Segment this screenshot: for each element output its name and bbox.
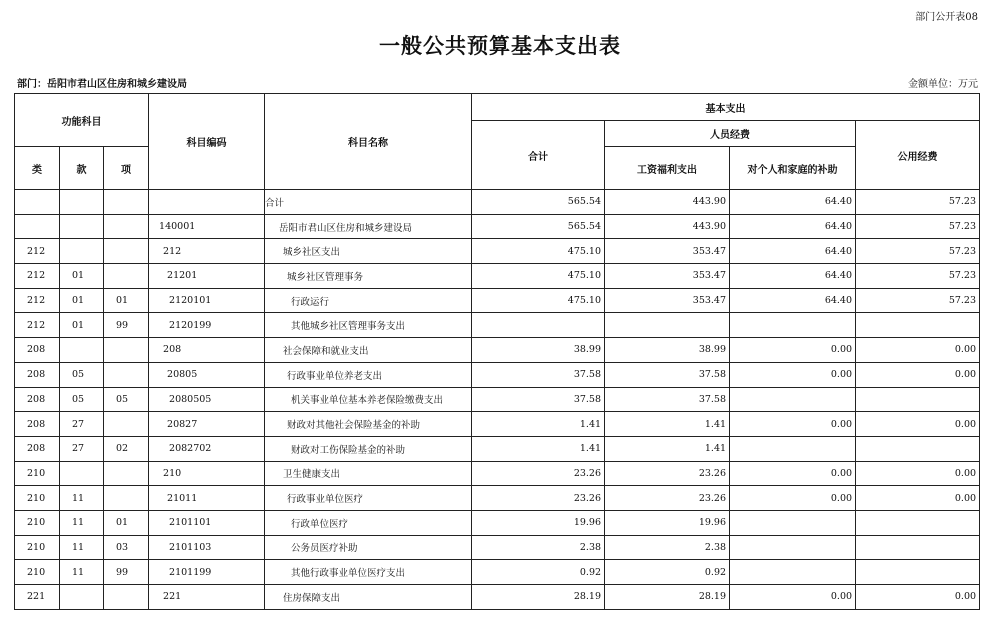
cell-kuan: 11 bbox=[60, 510, 104, 535]
cell-salary: 37.58 bbox=[605, 362, 730, 387]
cell-xiang: 05 bbox=[104, 387, 149, 412]
cell-salary: 353.47 bbox=[605, 264, 730, 289]
cell-code: 210 bbox=[149, 461, 265, 486]
cell-xiang bbox=[104, 239, 149, 264]
cell-salary: 23.26 bbox=[605, 461, 730, 486]
header-personnel: 人员经费 bbox=[605, 121, 856, 147]
cell-public bbox=[856, 510, 980, 535]
cell-salary: 2.38 bbox=[605, 535, 730, 560]
cell-kuan: 11 bbox=[60, 535, 104, 560]
cell-kuan: 11 bbox=[60, 560, 104, 585]
cell-salary: 28.19 bbox=[605, 585, 730, 610]
cell-public bbox=[856, 535, 980, 560]
cell-total: 23.26 bbox=[472, 486, 605, 511]
cell-public: 57.23 bbox=[856, 190, 980, 215]
cell-name: 其他城乡社区管理事务支出 bbox=[265, 313, 472, 338]
cell-total bbox=[472, 313, 605, 338]
cell-name: 机关事业单位基本养老保险缴费支出 bbox=[265, 387, 472, 412]
header-name: 科目名称 bbox=[265, 94, 472, 190]
cell-lei: 208 bbox=[15, 338, 60, 363]
table-row bbox=[15, 387, 980, 412]
cell-code: 140001 bbox=[149, 214, 265, 239]
cell-kuan: 01 bbox=[60, 313, 104, 338]
cell-subsidy: 0.00 bbox=[730, 412, 856, 437]
cell-kuan: 11 bbox=[60, 486, 104, 511]
cell-total: 2.38 bbox=[472, 535, 605, 560]
cell-subsidy: 64.40 bbox=[730, 190, 856, 215]
cell-subsidy bbox=[730, 387, 856, 412]
cell-xiang bbox=[104, 585, 149, 610]
table-row bbox=[15, 264, 980, 289]
cell-xiang bbox=[104, 461, 149, 486]
cell-name: 公务员医疗补助 bbox=[265, 535, 472, 560]
cell-name: 财政对工伤保险基金的补助 bbox=[265, 436, 472, 461]
cell-kuan: 27 bbox=[60, 412, 104, 437]
table-row bbox=[15, 214, 980, 239]
cell-total: 475.10 bbox=[472, 288, 605, 313]
cell-public: 57.23 bbox=[856, 288, 980, 313]
cell-public bbox=[856, 436, 980, 461]
cell-kuan bbox=[60, 190, 104, 215]
table-row bbox=[15, 436, 980, 461]
header-xiang: 项 bbox=[104, 147, 149, 190]
table-number-label: 部门公开表08 bbox=[915, 12, 978, 23]
header-lei: 类 bbox=[15, 147, 60, 190]
cell-public: 57.23 bbox=[856, 264, 980, 289]
cell-total: 23.26 bbox=[472, 461, 605, 486]
cell-code: 2101103 bbox=[149, 535, 265, 560]
header-func-subject: 功能科目 bbox=[15, 94, 149, 147]
cell-code: 208 bbox=[149, 338, 265, 363]
cell-subsidy: 64.40 bbox=[730, 264, 856, 289]
cell-kuan: 27 bbox=[60, 436, 104, 461]
cell-public bbox=[856, 387, 980, 412]
table-row bbox=[15, 313, 980, 338]
cell-kuan: 05 bbox=[60, 362, 104, 387]
header-public: 公用经费 bbox=[856, 121, 980, 190]
cell-lei: 210 bbox=[15, 535, 60, 560]
cell-lei: 210 bbox=[15, 486, 60, 511]
cell-total: 565.54 bbox=[472, 190, 605, 215]
cell-total: 565.54 bbox=[472, 214, 605, 239]
cell-lei: 221 bbox=[15, 585, 60, 610]
budget-table bbox=[14, 93, 980, 610]
cell-lei: 210 bbox=[15, 560, 60, 585]
cell-code: 2120199 bbox=[149, 313, 265, 338]
table-row bbox=[15, 560, 980, 585]
cell-subsidy: 0.00 bbox=[730, 362, 856, 387]
cell-name: 行政单位医疗 bbox=[265, 510, 472, 535]
cell-code: 2120101 bbox=[149, 288, 265, 313]
cell-public bbox=[856, 313, 980, 338]
cell-lei: 212 bbox=[15, 288, 60, 313]
cell-code: 2080505 bbox=[149, 387, 265, 412]
cell-subsidy bbox=[730, 535, 856, 560]
unit-label: 金额单位：万元 bbox=[908, 79, 978, 90]
cell-code: 2101101 bbox=[149, 510, 265, 535]
cell-lei: 210 bbox=[15, 510, 60, 535]
cell-name: 行政运行 bbox=[265, 288, 472, 313]
cell-kuan: 05 bbox=[60, 387, 104, 412]
cell-total: 19.96 bbox=[472, 510, 605, 535]
cell-xiang: 01 bbox=[104, 288, 149, 313]
cell-code: 21201 bbox=[149, 264, 265, 289]
cell-salary: 37.58 bbox=[605, 387, 730, 412]
cell-lei: 208 bbox=[15, 387, 60, 412]
cell-public: 0.00 bbox=[856, 412, 980, 437]
cell-salary: 353.47 bbox=[605, 239, 730, 264]
cell-public bbox=[856, 560, 980, 585]
cell-subsidy bbox=[730, 510, 856, 535]
cell-code: 2101199 bbox=[149, 560, 265, 585]
table-row bbox=[15, 239, 980, 264]
cell-xiang bbox=[104, 190, 149, 215]
cell-xiang bbox=[104, 214, 149, 239]
cell-kuan: 01 bbox=[60, 288, 104, 313]
cell-public: 57.23 bbox=[856, 239, 980, 264]
cell-total: 28.19 bbox=[472, 585, 605, 610]
cell-code: 221 bbox=[149, 585, 265, 610]
cell-public: 0.00 bbox=[856, 338, 980, 363]
cell-subsidy: 64.40 bbox=[730, 288, 856, 313]
cell-xiang bbox=[104, 412, 149, 437]
cell-subsidy: 64.40 bbox=[730, 214, 856, 239]
table-row bbox=[15, 288, 980, 313]
cell-salary: 19.96 bbox=[605, 510, 730, 535]
cell-lei bbox=[15, 190, 60, 215]
cell-total: 0.92 bbox=[472, 560, 605, 585]
cell-subsidy bbox=[730, 313, 856, 338]
cell-kuan bbox=[60, 214, 104, 239]
cell-kuan bbox=[60, 461, 104, 486]
cell-lei: 208 bbox=[15, 412, 60, 437]
header-total: 合计 bbox=[472, 121, 605, 190]
cell-code: 20827 bbox=[149, 412, 265, 437]
table-row bbox=[15, 535, 980, 560]
cell-total: 475.10 bbox=[472, 264, 605, 289]
cell-subsidy bbox=[730, 436, 856, 461]
cell-salary: 38.99 bbox=[605, 338, 730, 363]
header-code: 科目编码 bbox=[149, 94, 265, 190]
cell-salary: 0.92 bbox=[605, 560, 730, 585]
cell-subsidy: 0.00 bbox=[730, 461, 856, 486]
cell-name: 住房保障支出 bbox=[265, 585, 472, 610]
table-row bbox=[15, 585, 980, 610]
table-row bbox=[15, 486, 980, 511]
cell-salary: 1.41 bbox=[605, 436, 730, 461]
cell-code: 212 bbox=[149, 239, 265, 264]
table-row bbox=[15, 338, 980, 363]
cell-xiang: 99 bbox=[104, 313, 149, 338]
cell-subsidy: 0.00 bbox=[730, 486, 856, 511]
header-kuan: 款 bbox=[60, 147, 104, 190]
cell-code: 20805 bbox=[149, 362, 265, 387]
cell-public: 57.23 bbox=[856, 214, 980, 239]
cell-kuan bbox=[60, 338, 104, 363]
cell-lei: 212 bbox=[15, 239, 60, 264]
cell-subsidy bbox=[730, 560, 856, 585]
cell-kuan bbox=[60, 239, 104, 264]
cell-total: 38.99 bbox=[472, 338, 605, 363]
table-row bbox=[15, 510, 980, 535]
cell-xiang bbox=[104, 264, 149, 289]
cell-name: 社会保障和就业支出 bbox=[265, 338, 472, 363]
header-subsidy: 对个人和家庭的补助 bbox=[730, 147, 856, 190]
cell-lei: 210 bbox=[15, 461, 60, 486]
cell-lei: 208 bbox=[15, 436, 60, 461]
table-row bbox=[15, 412, 980, 437]
cell-xiang bbox=[104, 362, 149, 387]
cell-kuan bbox=[60, 585, 104, 610]
cell-total: 37.58 bbox=[472, 387, 605, 412]
cell-xiang bbox=[104, 338, 149, 363]
cell-salary: 23.26 bbox=[605, 486, 730, 511]
cell-lei bbox=[15, 214, 60, 239]
cell-name: 行政事业单位医疗 bbox=[265, 486, 472, 511]
cell-lei: 208 bbox=[15, 362, 60, 387]
cell-name: 卫生健康支出 bbox=[265, 461, 472, 486]
cell-lei: 212 bbox=[15, 264, 60, 289]
cell-name: 其他行政事业单位医疗支出 bbox=[265, 560, 472, 585]
cell-kuan: 01 bbox=[60, 264, 104, 289]
cell-total: 37.58 bbox=[472, 362, 605, 387]
cell-salary: 353.47 bbox=[605, 288, 730, 313]
cell-public: 0.00 bbox=[856, 486, 980, 511]
cell-public: 0.00 bbox=[856, 585, 980, 610]
cell-subsidy: 0.00 bbox=[730, 338, 856, 363]
cell-name: 行政事业单位养老支出 bbox=[265, 362, 472, 387]
page-title: 一般公共预算基本支出表 bbox=[379, 34, 621, 58]
cell-subsidy: 64.40 bbox=[730, 239, 856, 264]
cell-xiang: 02 bbox=[104, 436, 149, 461]
cell-xiang bbox=[104, 486, 149, 511]
cell-lei: 212 bbox=[15, 313, 60, 338]
cell-xiang: 99 bbox=[104, 560, 149, 585]
cell-xiang: 03 bbox=[104, 535, 149, 560]
cell-code bbox=[149, 190, 265, 215]
cell-subsidy: 0.00 bbox=[730, 585, 856, 610]
table-row bbox=[15, 362, 980, 387]
cell-salary: 443.90 bbox=[605, 190, 730, 215]
cell-name: 岳阳市君山区住房和城乡建设局 bbox=[265, 214, 472, 239]
cell-total: 1.41 bbox=[472, 436, 605, 461]
table-row bbox=[15, 461, 980, 486]
cell-salary: 1.41 bbox=[605, 412, 730, 437]
header-basic: 基本支出 bbox=[472, 94, 980, 121]
cell-public: 0.00 bbox=[856, 362, 980, 387]
header-salary: 工资福利支出 bbox=[605, 147, 730, 190]
cell-salary bbox=[605, 313, 730, 338]
cell-total: 475.10 bbox=[472, 239, 605, 264]
cell-name: 城乡社区管理事务 bbox=[265, 264, 472, 289]
department-label: 部门：岳阳市君山区住房和城乡建设局 bbox=[17, 79, 187, 90]
cell-name: 合计 bbox=[265, 190, 472, 215]
cell-name: 财政对其他社会保险基金的补助 bbox=[265, 412, 472, 437]
cell-total: 1.41 bbox=[472, 412, 605, 437]
cell-public: 0.00 bbox=[856, 461, 980, 486]
cell-code: 2082702 bbox=[149, 436, 265, 461]
cell-salary: 443.90 bbox=[605, 214, 730, 239]
cell-xiang: 01 bbox=[104, 510, 149, 535]
table-row bbox=[15, 190, 980, 215]
cell-code: 21011 bbox=[149, 486, 265, 511]
cell-name: 城乡社区支出 bbox=[265, 239, 472, 264]
